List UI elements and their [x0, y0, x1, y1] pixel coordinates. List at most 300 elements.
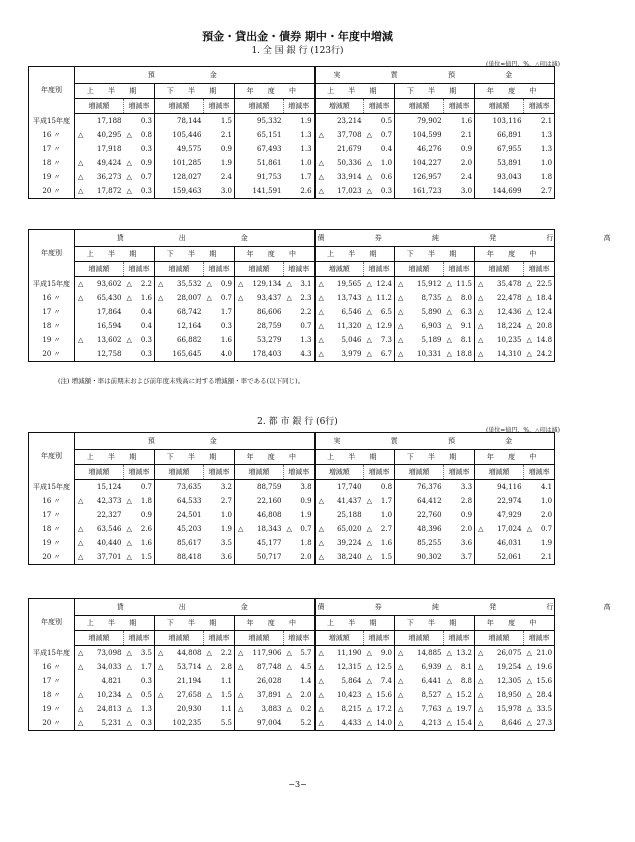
change-rate: 11.5 [456, 280, 472, 288]
table-row [29, 688, 555, 702]
change-amount: 3,979 [324, 347, 364, 362]
decrease-mark [284, 319, 293, 333]
rate-header: 増減率 [284, 465, 315, 480]
change-amount: 14,885 [417, 649, 442, 657]
change-rate: 0.3 [220, 322, 232, 330]
decrease-mark: △ [366, 322, 372, 330]
change-rate: 15.2 [456, 691, 472, 699]
decrease-mark: △ [315, 674, 324, 688]
change-amount: 34,033 [97, 663, 122, 671]
decrease-mark: △ [366, 525, 372, 533]
change-amount: 88,759 [257, 483, 282, 491]
year-label: 19 〃 [29, 702, 75, 716]
year-label: 16 〃 [29, 494, 75, 508]
rate-header: 増減率 [364, 99, 395, 114]
change-amount: 40,440 [97, 539, 122, 547]
decrease-mark [124, 347, 133, 362]
decrease-mark [284, 508, 293, 522]
change-rate: 3.5 [140, 649, 152, 657]
change-rate: 0.8 [140, 131, 152, 139]
change-rate: 2.1 [460, 131, 473, 139]
change-amount: 129,134 [252, 280, 282, 288]
change-rate: 0.9 [220, 145, 232, 153]
decrease-mark [155, 480, 164, 495]
change-rate: 1.6 [220, 336, 232, 344]
decrease-mark: △ [78, 705, 84, 713]
period-header-second-half: 下 半 期 [395, 247, 475, 262]
decrease-mark: △ [395, 319, 404, 333]
decrease-mark: △ [315, 156, 324, 170]
change-amount: 6,903 [421, 322, 442, 330]
unit-note-2: (単位=億円、%、△印は減) [485, 427, 560, 434]
period-header-first-half: 上 半 期 [315, 616, 395, 631]
change-amount: 73,098 [97, 649, 122, 657]
change-rate: 1.6 [140, 539, 152, 547]
change-amount: 67,493 [257, 145, 282, 153]
decrease-mark: △ [444, 716, 453, 731]
decrease-mark: △ [475, 319, 484, 333]
change-rate: 0.7 [300, 525, 312, 533]
decrease-mark [204, 347, 213, 362]
amount-header: 増減額 [395, 262, 444, 277]
rate-header: 増減率 [204, 99, 235, 114]
change-amount: 86,606 [257, 308, 282, 316]
change-amount: 104,599 [412, 131, 442, 139]
decrease-mark: △ [366, 539, 372, 547]
change-amount: 93,602 [97, 280, 122, 288]
decrease-mark: △ [155, 646, 164, 661]
change-rate: 15.4 [453, 716, 475, 731]
change-amount: 68,742 [177, 308, 202, 316]
rate-header: 増減率 [364, 465, 395, 480]
change-amount: 50,717 [244, 550, 284, 565]
decrease-mark [364, 142, 373, 156]
decrease-mark: △ [206, 294, 212, 302]
change-rate: 3.7 [453, 550, 475, 565]
decrease-mark: △ [526, 294, 532, 302]
year-label: 平成15年度 [29, 277, 75, 292]
change-amount: 26,075 [497, 649, 522, 657]
decrease-mark [204, 522, 213, 536]
decrease-mark: △ [475, 702, 484, 716]
change-amount: 40,295 [97, 131, 122, 139]
decrease-mark [364, 114, 373, 129]
rate-header: 増減率 [444, 631, 475, 646]
change-rate: 4.5 [300, 663, 312, 671]
decrease-mark: △ [475, 646, 484, 661]
decrease-mark [524, 170, 533, 184]
change-amount: 17,872 [84, 184, 124, 199]
decrease-mark [235, 170, 244, 184]
page-title: 預金・貸出金・債券 期中・年度中増減 [202, 30, 393, 43]
rate-header: 増減率 [284, 631, 315, 646]
decrease-mark: △ [475, 305, 484, 319]
change-rate: 1.4 [300, 677, 312, 685]
amount-header: 増減額 [475, 262, 524, 277]
change-rate: 0.3 [133, 347, 155, 362]
table-row [29, 333, 555, 347]
change-rate: 1.8 [140, 497, 152, 505]
change-amount: 12,315 [337, 663, 362, 671]
change-amount: 46,031 [497, 539, 522, 547]
decrease-mark: △ [366, 294, 372, 302]
section-heading-city-banks: 2. 都 市 銀 行 (6行) [257, 417, 338, 427]
decrease-mark: △ [206, 691, 212, 699]
decrease-mark [235, 142, 244, 156]
decrease-mark [444, 114, 453, 129]
decrease-mark [235, 319, 244, 333]
change-amount: 21,679 [337, 145, 362, 153]
change-rate: 0.9 [460, 511, 473, 519]
change-amount: 161,723 [404, 184, 444, 199]
change-rate: 8.8 [460, 677, 472, 685]
change-amount: 102,235 [164, 716, 204, 731]
decrease-mark: △ [475, 522, 484, 536]
decrease-mark [524, 536, 533, 550]
decrease-mark [155, 536, 164, 550]
change-amount: 4,213 [404, 716, 444, 731]
decrease-mark: △ [526, 308, 532, 316]
decrease-mark: △ [315, 128, 324, 142]
change-rate: 4.3 [293, 347, 315, 362]
change-rate: 11.2 [376, 294, 392, 302]
change-rate: 1.7 [300, 173, 312, 181]
decrease-mark: △ [286, 294, 292, 302]
decrease-mark: △ [126, 691, 132, 699]
change-rate: 0.3 [140, 336, 152, 344]
table-row [29, 674, 555, 688]
year-header: 年度別 [29, 230, 75, 277]
decrease-mark: △ [524, 347, 533, 362]
amount-header: 増減額 [235, 631, 284, 646]
decrease-mark [155, 522, 164, 536]
change-rate: 3.6 [460, 539, 473, 547]
decrease-mark: △ [315, 688, 324, 702]
decrease-mark: △ [235, 646, 244, 661]
year-label: 17 〃 [29, 142, 75, 156]
amount-header: 増減額 [475, 99, 524, 114]
change-amount: 20,930 [177, 705, 202, 713]
decrease-mark [204, 716, 213, 731]
change-rate: 1.6 [380, 539, 393, 547]
change-amount: 15,912 [417, 280, 442, 288]
change-rate: 0.9 [140, 159, 152, 167]
amount-header: 増減額 [155, 262, 204, 277]
decrease-mark: △ [444, 347, 453, 362]
decrease-mark [124, 508, 133, 522]
decrease-mark: △ [78, 691, 84, 699]
change-rate: 20.8 [536, 322, 553, 330]
change-rate: 4.1 [540, 483, 553, 491]
change-amount: 36,273 [97, 173, 122, 181]
decrease-mark [75, 114, 84, 129]
change-amount: 144,699 [484, 184, 524, 199]
decrease-mark: △ [235, 522, 244, 536]
rate-header: 増減率 [524, 631, 555, 646]
decrease-mark [284, 347, 293, 362]
change-rate: 3.2 [220, 483, 232, 491]
change-amount: 19,565 [337, 280, 362, 288]
decrease-mark [395, 156, 404, 170]
change-rate: 17.2 [376, 705, 392, 713]
decrease-mark: △ [526, 677, 532, 685]
decrease-mark [364, 480, 373, 495]
decrease-mark [395, 184, 404, 199]
change-rate: 0.3 [373, 184, 395, 199]
period-header-first-half: 上 半 期 [315, 450, 395, 465]
change-rate: 1.0 [540, 159, 553, 167]
change-rate: 1.9 [220, 525, 232, 533]
change-amount: 18,343 [257, 525, 282, 533]
change-amount: 26,028 [257, 677, 282, 685]
period-header-second-half: 下 半 期 [155, 450, 235, 465]
change-rate: 8.0 [460, 294, 472, 302]
change-amount: 46,808 [257, 511, 282, 519]
change-amount: 14,310 [484, 347, 524, 362]
change-rate: 1.9 [300, 117, 312, 125]
change-rate: 33.5 [536, 705, 553, 713]
year-header: 年度別 [29, 433, 75, 480]
change-rate: 1.0 [380, 159, 393, 167]
decrease-mark [204, 184, 213, 199]
change-rate: 2.2 [220, 649, 232, 657]
rate-header: 増減率 [444, 262, 475, 277]
change-amount: 42,373 [97, 497, 122, 505]
year-label: 20 〃 [29, 550, 75, 565]
period-header-first-half: 上 半 期 [75, 247, 155, 262]
change-rate: 7.4 [380, 677, 392, 685]
decrease-mark [475, 494, 484, 508]
decrease-mark: △ [526, 525, 532, 533]
change-amount: 88,418 [164, 550, 204, 565]
year-label: 17 〃 [29, 674, 75, 688]
decrease-mark [204, 508, 213, 522]
decrease-mark: △ [475, 277, 484, 292]
change-amount: 165,645 [164, 347, 204, 362]
decrease-mark [155, 319, 164, 333]
decrease-mark [475, 114, 484, 129]
decrease-mark: △ [395, 277, 404, 292]
decrease-mark: △ [364, 716, 373, 731]
table-row [29, 114, 555, 129]
decrease-mark: △ [286, 691, 292, 699]
change-amount: 73,635 [177, 483, 202, 491]
decrease-mark: △ [526, 691, 532, 699]
decrease-mark [75, 305, 84, 319]
amount-header: 増減額 [75, 631, 124, 646]
decrease-mark [284, 480, 293, 495]
decrease-mark: △ [524, 716, 533, 731]
decrease-mark: △ [366, 280, 372, 288]
change-rate: 2.7 [220, 497, 232, 505]
rate-header: 増減率 [284, 99, 315, 114]
footnote: (注) 増減額・率は前期末および前年度末残高に対する増減額・率である(以下同じ)。 [58, 377, 305, 385]
decrease-mark [204, 480, 213, 495]
decrease-mark [284, 305, 293, 319]
change-rate: 0.4 [140, 322, 152, 330]
decrease-mark: △ [286, 525, 292, 533]
rate-header: 増減率 [444, 465, 475, 480]
decrease-mark [155, 305, 164, 319]
change-amount: 50,336 [337, 159, 362, 167]
rate-header: 増減率 [204, 631, 235, 646]
change-rate: 1.0 [220, 511, 232, 519]
amount-header: 増減額 [315, 631, 364, 646]
change-amount: 65,020 [337, 525, 362, 533]
right-group-title: 実 質 預 金 [315, 67, 555, 84]
decrease-mark: △ [206, 280, 212, 288]
period-header-second-half: 下 半 期 [155, 247, 235, 262]
change-rate: 5.7 [300, 649, 312, 657]
change-amount: 4,433 [324, 716, 364, 731]
decrease-mark [315, 114, 324, 129]
change-amount: 104,227 [412, 159, 442, 167]
change-amount: 15,978 [497, 705, 522, 713]
decrease-mark [475, 508, 484, 522]
period-header-first-half: 上 半 期 [75, 616, 155, 631]
decrease-mark [475, 536, 484, 550]
change-amount: 17,918 [97, 145, 122, 153]
decrease-mark [204, 550, 213, 565]
decrease-mark [155, 156, 164, 170]
change-amount: 33,914 [337, 173, 362, 181]
period-header-second-half: 下 半 期 [155, 84, 235, 99]
decrease-mark [395, 128, 404, 142]
change-amount: 66,882 [177, 336, 202, 344]
change-rate: 2.6 [293, 184, 315, 199]
change-amount: 52,061 [484, 550, 524, 565]
change-rate: 1.0 [380, 511, 393, 519]
change-rate: 9.1 [460, 322, 472, 330]
decrease-mark [475, 550, 484, 565]
change-amount: 6,441 [421, 677, 442, 685]
table-row [29, 142, 555, 156]
decrease-mark: △ [235, 277, 244, 292]
decrease-mark [444, 184, 453, 199]
year-label: 18 〃 [29, 319, 75, 333]
decrease-mark: △ [75, 550, 84, 565]
change-amount: 5,890 [421, 308, 442, 316]
decrease-mark: △ [526, 663, 532, 671]
change-rate: 6.3 [460, 308, 472, 316]
decrease-mark [155, 716, 164, 731]
year-label: 19 〃 [29, 333, 75, 347]
decrease-mark: △ [315, 277, 324, 292]
change-rate: 3.5 [220, 539, 232, 547]
rate-header: 増減率 [524, 262, 555, 277]
decrease-mark [284, 674, 293, 688]
table-row [29, 170, 555, 184]
change-rate: 18.8 [453, 347, 475, 362]
change-amount: 5,231 [84, 716, 124, 731]
decrease-mark: △ [286, 705, 292, 713]
decrease-mark [75, 480, 84, 495]
rate-header: 増減率 [524, 99, 555, 114]
change-rate: 5.2 [293, 716, 315, 731]
amount-header: 増減額 [75, 99, 124, 114]
decrease-mark [235, 480, 244, 495]
table-row [29, 646, 555, 661]
decrease-mark [204, 128, 213, 142]
decrease-mark: △ [155, 277, 164, 292]
change-rate: 14.0 [373, 716, 395, 731]
change-amount: 18,224 [497, 322, 522, 330]
rate-header: 増減率 [124, 262, 155, 277]
change-amount: 13,602 [97, 336, 122, 344]
change-rate: 0.7 [540, 525, 553, 533]
change-rate: 1.7 [220, 308, 232, 316]
decrease-mark: △ [75, 716, 84, 731]
rate-header: 増減率 [444, 99, 475, 114]
change-amount: 37,891 [257, 691, 282, 699]
change-rate: 2.0 [460, 159, 473, 167]
change-amount: 39,224 [337, 539, 362, 547]
table-row [29, 480, 555, 495]
rate-header: 増減率 [204, 262, 235, 277]
period-header-second-half: 下 半 期 [395, 616, 475, 631]
decrease-mark: △ [315, 660, 324, 674]
decrease-mark [155, 184, 164, 199]
decrease-mark [395, 508, 404, 522]
table-city-banks-deposits [28, 432, 555, 565]
change-amount: 90,302 [404, 550, 444, 565]
amount-header: 増減額 [75, 262, 124, 277]
change-rate: 1.3 [540, 145, 553, 153]
decrease-mark [475, 128, 484, 142]
decrease-mark [475, 480, 484, 495]
decrease-mark: △ [366, 308, 372, 316]
change-amount: 28,759 [257, 322, 282, 330]
change-rate: 0.9 [220, 280, 232, 288]
change-amount: 10,423 [337, 691, 362, 699]
decrease-mark: △ [526, 705, 532, 713]
change-rate: 1.3 [540, 131, 553, 139]
decrease-mark: △ [395, 688, 404, 702]
decrease-mark [524, 156, 533, 170]
decrease-mark: △ [526, 649, 532, 657]
change-rate: 0.3 [140, 145, 152, 153]
change-rate: 0.7 [220, 294, 232, 302]
change-rate: 0.7 [140, 173, 152, 181]
decrease-mark: △ [78, 649, 84, 657]
decrease-mark [235, 184, 244, 199]
table-row [29, 291, 555, 305]
change-rate: 0.7 [300, 322, 312, 330]
decrease-mark [444, 128, 453, 142]
change-rate: 0.8 [380, 483, 393, 491]
change-rate: 14.8 [536, 336, 553, 344]
amount-header: 増減額 [155, 631, 204, 646]
decrease-mark: △ [206, 649, 212, 657]
decrease-mark [155, 347, 164, 362]
change-rate: 0.4 [380, 145, 393, 153]
change-rate: 2.4 [460, 173, 473, 181]
change-rate: 12.4 [376, 280, 392, 288]
change-rate: 6.7 [373, 347, 395, 362]
change-rate: 21.0 [536, 649, 553, 657]
change-amount: 65,151 [257, 131, 282, 139]
year-label: 18 〃 [29, 688, 75, 702]
decrease-mark [204, 305, 213, 319]
amount-header: 増減額 [235, 99, 284, 114]
decrease-mark: △ [315, 522, 324, 536]
change-rate: 2.1 [533, 550, 555, 565]
change-rate: 24.2 [533, 347, 555, 362]
decrease-mark [284, 156, 293, 170]
change-amount: 47,929 [497, 511, 522, 519]
change-amount: 6,939 [421, 663, 442, 671]
decrease-mark: △ [78, 159, 84, 167]
